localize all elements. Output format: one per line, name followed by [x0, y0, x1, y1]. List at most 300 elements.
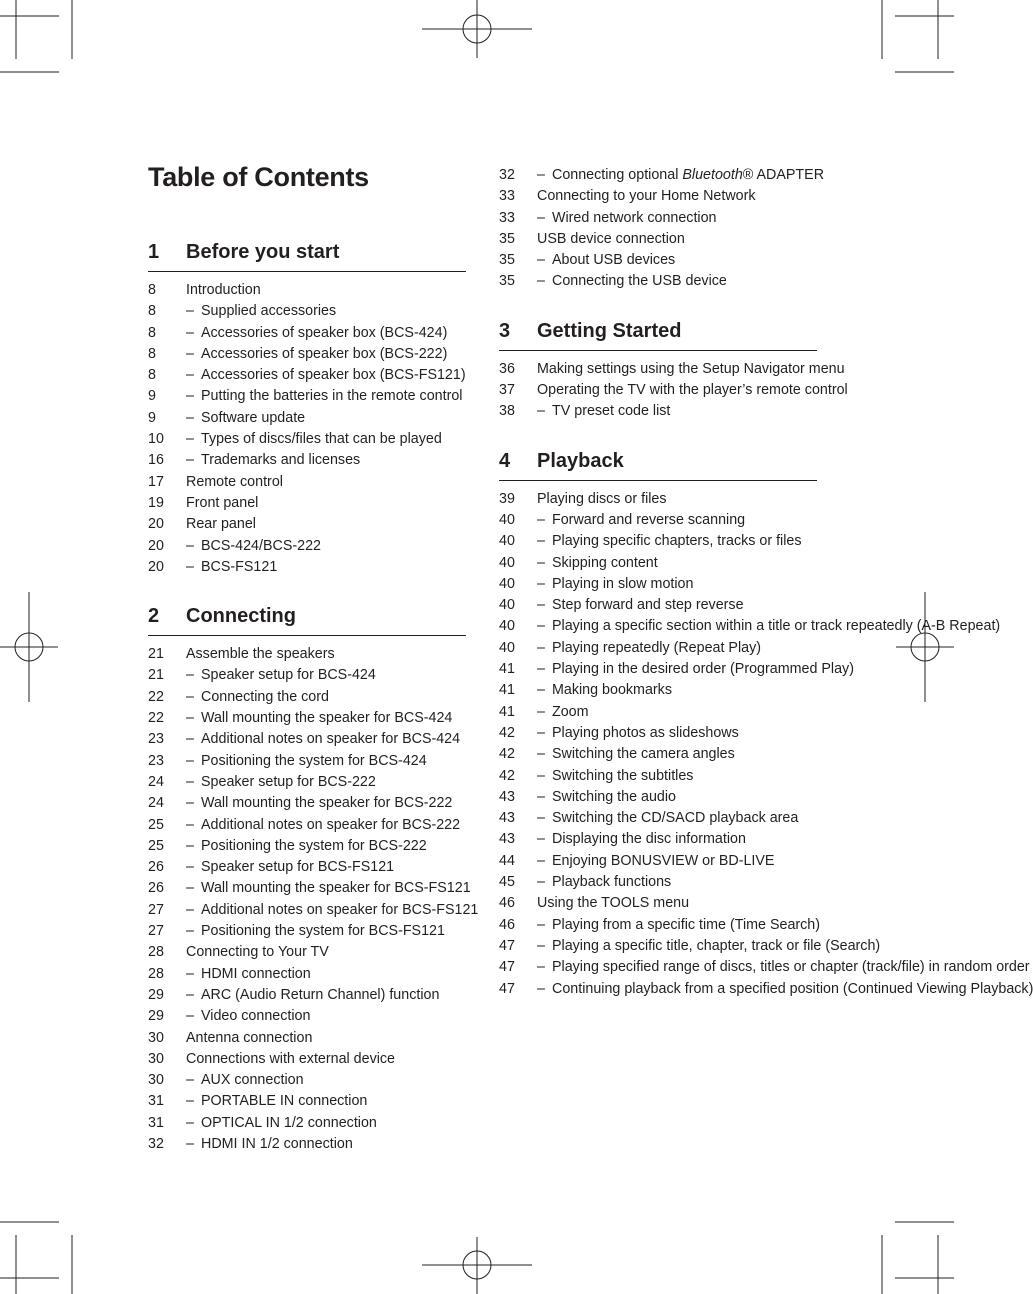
entry-text: Playing in slow motion: [552, 575, 694, 592]
page-number: 24: [148, 795, 164, 812]
entry-text: Connecting the USB device: [552, 273, 727, 290]
entry-text: HDMI IN 1/2 connection: [201, 1135, 353, 1152]
entry-text: Speaker setup for BCS-424: [201, 667, 376, 684]
dash-marker: –: [537, 746, 545, 763]
page-number: 32: [499, 167, 515, 183]
dash-marker: –: [537, 252, 545, 269]
toc-entry: [148, 644, 466, 665]
entry-text: Playing discs or files: [537, 490, 667, 507]
dash-marker: –: [537, 618, 545, 635]
toc-entry: [148, 793, 466, 814]
entry-title: [537, 616, 1000, 637]
entry-title: [186, 472, 466, 493]
entry-text: Zoom: [552, 703, 589, 720]
toc-entry: [499, 808, 817, 829]
entry-text: Speaker setup for BCS-222: [201, 773, 376, 790]
entry-title: [537, 510, 817, 531]
page-number: 29: [148, 1008, 164, 1025]
page-number: 21: [148, 667, 164, 684]
entry-title: [186, 857, 466, 878]
entry-text: Playback functions: [552, 874, 672, 891]
page-number: 31: [148, 1093, 164, 1110]
entry-title: [186, 708, 466, 729]
dash-marker: –: [186, 795, 194, 812]
dash-marker: –: [186, 303, 194, 320]
dash-marker: –: [186, 880, 194, 897]
page-number: 43: [499, 788, 515, 805]
toc-entry: [148, 964, 466, 985]
toc-entry: [499, 229, 817, 250]
dash-marker: –: [186, 901, 194, 918]
dash-marker: –: [186, 1114, 194, 1131]
toc-entry: [499, 401, 817, 422]
dash-marker: –: [537, 661, 545, 678]
dash-marker: –: [537, 639, 545, 656]
dash-marker: –: [186, 345, 194, 362]
entry-title: [186, 301, 466, 322]
entry-text: Switching the camera angles: [552, 746, 735, 763]
dash-marker: –: [186, 452, 194, 469]
toc-entry: [499, 489, 817, 510]
toc-entry: [148, 323, 466, 344]
entry-text: Trademarks and licenses: [201, 452, 361, 469]
entry-text: Wired network connection: [552, 209, 717, 226]
entry-text-italic: Bluetooth: [682, 167, 743, 183]
entry-text: AUX connection: [201, 1072, 304, 1089]
entry-title: [186, 323, 466, 344]
page-number: 16: [148, 452, 164, 469]
entry-text: Forward and reverse scanning: [552, 511, 746, 528]
registration-mark-left: [0, 592, 58, 702]
entry-text: Connecting to Your TV: [186, 944, 329, 961]
toc-entry: [148, 1049, 466, 1070]
page-number: 41: [499, 661, 515, 678]
page-number: 22: [148, 710, 164, 727]
entry-text: Connecting optional: [552, 167, 683, 183]
section-title: Connecting: [186, 605, 296, 628]
entry-text: Playing in the desired order (Programmed Play): [552, 661, 854, 678]
page-number: 30: [148, 1050, 164, 1067]
toc-entry: [148, 301, 466, 322]
page-number: 21: [148, 646, 164, 663]
entry-title: [537, 829, 817, 850]
page-number: 27: [148, 923, 164, 940]
entry-text: Playing specified range of discs, titles or chapter (track/file) in random order: [552, 959, 1030, 976]
dash-marker: –: [186, 537, 194, 554]
toc-entry: [148, 921, 466, 942]
entry-title: [186, 493, 466, 514]
toc-entry: [499, 851, 817, 872]
dash-marker: –: [186, 986, 194, 1003]
toc-entry: [148, 1028, 466, 1049]
entry-title: [537, 638, 817, 659]
toc-entry: [499, 680, 817, 701]
entry-text: Antenna connection: [186, 1029, 313, 1046]
entry-title: [537, 680, 817, 701]
page-number: 33: [499, 209, 515, 226]
dash-marker: –: [186, 965, 194, 982]
dash-marker: –: [537, 209, 545, 226]
entry-title: [186, 408, 466, 429]
toc-continuation: [499, 165, 825, 293]
toc-entry: [148, 836, 466, 857]
entry-title: [186, 429, 466, 450]
toc-entry: [148, 1091, 466, 1112]
entry-text: OPTICAL IN 1/2 connection: [201, 1114, 377, 1131]
entry-text: Accessories of speaker box (BCS-222): [201, 345, 448, 362]
entry-title: [537, 659, 854, 680]
entry-title: [186, 772, 466, 793]
dash-marker: –: [537, 959, 545, 976]
page-number: 33: [499, 188, 515, 205]
registration-mark-top: [422, 0, 532, 58]
page-number: 26: [148, 880, 164, 897]
dash-marker: –: [537, 874, 545, 891]
dash-marker: –: [537, 767, 545, 784]
entry-text: Playing specific chapters, tracks or files: [552, 533, 802, 550]
entry-title: [537, 359, 845, 380]
section-heading: [499, 450, 817, 481]
page-number: 19: [148, 494, 164, 511]
entry-text: Positioning the system for BCS-222: [201, 837, 427, 854]
entry-title: [537, 915, 820, 936]
page-number: 40: [499, 511, 515, 528]
toc-entry: [148, 729, 466, 750]
page-number: 38: [499, 403, 515, 420]
dash-marker: –: [186, 1135, 194, 1152]
entry-text: Accessories of speaker box (BCS-424): [201, 324, 448, 341]
entry-text: Making bookmarks: [552, 682, 672, 699]
toc-entry: [499, 915, 821, 936]
page-number: 17: [148, 473, 164, 490]
toc-entry: [499, 359, 845, 380]
entry-text: USB device connection: [537, 230, 685, 247]
toc-entry: [499, 186, 817, 207]
entry-title: [537, 723, 817, 744]
toc-entry: [148, 985, 466, 1006]
dash-marker: –: [537, 937, 545, 954]
entry-text: Playing repeatedly (Repeat Play): [552, 639, 762, 656]
page-number: 10: [148, 431, 164, 448]
entry-text: TV preset code list: [552, 403, 671, 420]
toc-entry: [499, 638, 817, 659]
toc-entry: [148, 365, 466, 386]
page-number: 46: [499, 895, 515, 912]
entry-title: [537, 553, 817, 574]
entry-title: [186, 900, 478, 921]
section-heading: [499, 320, 817, 351]
toc-entry: [499, 979, 1033, 1000]
toc-entry: [499, 766, 817, 787]
dash-marker: –: [537, 511, 545, 528]
entry-title: [186, 942, 466, 963]
entry-text: Video connection: [201, 1008, 311, 1025]
dash-marker: –: [186, 688, 194, 705]
section-title: Before you start: [186, 241, 340, 263]
entry-title: [537, 186, 817, 207]
toc-entry: [148, 772, 466, 793]
entry-title: [186, 985, 466, 1006]
entry-text: Operating the TV with the player’s remote control: [537, 382, 848, 399]
section-number: 1: [148, 241, 160, 263]
dash-marker: –: [537, 703, 545, 720]
toc-entry: [499, 531, 817, 552]
section-number: 3: [499, 319, 511, 342]
dash-marker: –: [537, 682, 545, 699]
toc-entry: [499, 723, 817, 744]
page-number: 9: [148, 409, 156, 426]
page-number: 35: [499, 252, 515, 269]
entry-text: HDMI connection: [201, 965, 311, 982]
entry-text: BCS-FS121: [201, 558, 278, 575]
entry-title: [186, 751, 466, 772]
entry-title: [186, 665, 466, 686]
entry-title: [537, 531, 817, 552]
page-number: 28: [148, 965, 164, 982]
toc-entry: [499, 574, 817, 595]
dash-marker: –: [537, 788, 545, 805]
toc-entry: [499, 893, 817, 914]
dash-marker: –: [186, 1093, 194, 1110]
dash-marker: –: [186, 431, 194, 448]
entry-text: Accessories of speaker box (BCS-FS121): [201, 367, 466, 384]
entry-text: Types of discs/files that can be played: [201, 431, 442, 448]
dash-marker: –: [186, 324, 194, 341]
dash-marker: –: [537, 533, 545, 550]
toc-column-left: [148, 241, 479, 1182]
entry-title: [537, 893, 817, 914]
entry-title: [537, 380, 848, 401]
dash-marker: –: [186, 409, 194, 426]
page-number: 8: [148, 303, 156, 320]
entry-text: Introduction: [186, 282, 261, 298]
page-number: 41: [499, 703, 515, 720]
page-number: 40: [499, 597, 515, 614]
entry-text: Assemble the speakers: [186, 646, 335, 663]
entry-title: [537, 851, 817, 872]
entry-title: [537, 271, 817, 292]
dash-marker: –: [186, 388, 194, 405]
entry-text: Switching the CD/SACD playback area: [552, 810, 799, 827]
page-number: 37: [499, 382, 515, 399]
toc-entry: [499, 936, 881, 957]
toc-entry: [148, 665, 466, 686]
entry-title: [186, 1049, 466, 1070]
entry-text: Additional notes on speaker for BCS-FS121: [201, 901, 479, 918]
toc-entry: [148, 878, 471, 899]
entry-title: [186, 1134, 466, 1155]
entry-text: Speaker setup for BCS-FS121: [201, 859, 395, 876]
toc-entry: [499, 165, 825, 186]
page-number: 44: [499, 852, 515, 869]
toc-entry: [148, 429, 466, 450]
toc-entry: [499, 380, 848, 401]
entry-title: [537, 744, 817, 765]
entry-text: Playing from a specific time (Time Search): [552, 916, 821, 933]
entry-title: [537, 872, 817, 893]
page-number: 8: [148, 324, 156, 341]
entry-title: [537, 787, 817, 808]
entry-text: ® ADAPTER: [742, 167, 825, 183]
entry-title: [537, 702, 817, 723]
page-number: 40: [499, 575, 515, 592]
page-number: 47: [499, 937, 515, 954]
section-number: 2: [148, 605, 160, 628]
section-number: 4: [499, 449, 511, 472]
toc-entry: [148, 1006, 466, 1027]
entry-text: Playing a specific title, chapter, track or file (Search): [552, 937, 881, 954]
page-number: 31: [148, 1114, 164, 1131]
dash-marker: –: [186, 837, 194, 854]
entry-title: [537, 489, 817, 510]
entry-text: Playing photos as slideshows: [552, 724, 739, 741]
entry-text: Front panel: [186, 494, 259, 511]
dash-marker: –: [537, 554, 545, 571]
entry-title: [186, 921, 466, 942]
entry-title: [537, 957, 1030, 978]
dash-marker: –: [537, 597, 545, 614]
dash-marker: –: [186, 367, 194, 384]
toc-entry: [148, 1134, 466, 1155]
page-number: 42: [499, 767, 515, 784]
entry-text: Software update: [201, 409, 306, 426]
page-number: 23: [148, 731, 164, 748]
toc-entry: [499, 957, 1030, 978]
dash-marker: –: [186, 752, 194, 769]
entry-title: [186, 878, 471, 899]
toc-entry: [148, 687, 466, 708]
entry-text: Remote control: [186, 473, 283, 490]
entry-text: Positioning the system for BCS-424: [201, 752, 427, 769]
page-number: 39: [499, 490, 515, 507]
dash-marker: –: [537, 810, 545, 827]
registration-mark-right: [896, 592, 954, 702]
page-number: 46: [499, 916, 515, 933]
toc-entry: [148, 708, 466, 729]
toc-entry: [148, 280, 466, 301]
toc-entry: [148, 815, 466, 836]
entry-text: PORTABLE IN connection: [201, 1093, 368, 1110]
toc-entry: [148, 557, 466, 578]
entry-text: Switching the subtitles: [552, 767, 694, 784]
entry-title: [186, 1070, 466, 1091]
toc-entry: [499, 829, 817, 850]
entry-text: Connecting to your Home Network: [537, 188, 756, 205]
page-number: 40: [499, 533, 515, 550]
entry-text: Putting the batteries in the remote control: [201, 388, 463, 405]
entry-text: Playing a specific section within a title or track repeatedly (A-B Repeat): [552, 618, 1001, 635]
page-number: 41: [499, 682, 515, 699]
toc-entry: [499, 271, 817, 292]
entry-title: [186, 280, 466, 301]
toc-entry: [148, 493, 466, 514]
toc-entry: [148, 1113, 466, 1134]
entry-title: [186, 536, 466, 557]
dash-marker: –: [186, 1072, 194, 1089]
dash-marker: –: [186, 923, 194, 940]
entry-text: About USB devices: [552, 252, 676, 269]
page-number: 45: [499, 874, 515, 891]
entry-title: [186, 365, 466, 386]
dash-marker: –: [186, 731, 194, 748]
page-number: 40: [499, 554, 515, 571]
page-number: 25: [148, 816, 164, 833]
section-title: Playback: [537, 449, 624, 472]
toc-entry: [148, 472, 466, 493]
dash-marker: –: [186, 859, 194, 876]
page-number: 26: [148, 859, 164, 876]
page-number: 23: [148, 752, 164, 769]
page-number: 24: [148, 773, 164, 790]
page-number: 20: [148, 516, 164, 533]
entry-title: [186, 687, 466, 708]
entry-text: Positioning the system for BCS-FS121: [201, 923, 445, 940]
dash-marker: –: [186, 558, 194, 575]
toc-entry: [148, 536, 466, 557]
entry-title: [537, 595, 817, 616]
entry-title: [537, 229, 817, 250]
entry-title: [537, 766, 817, 787]
entry-text: Enjoying BONUSVIEW or BD-LIVE: [552, 852, 775, 869]
dash-marker: –: [537, 167, 545, 183]
entry-title: [186, 793, 466, 814]
page-number: 43: [499, 831, 515, 848]
entry-title: [186, 557, 466, 578]
entry-text: BCS-424/BCS-222: [201, 537, 321, 554]
dash-marker: –: [537, 852, 545, 869]
dash-marker: –: [537, 916, 545, 933]
page-number: 35: [499, 273, 515, 290]
entry-title: [537, 165, 824, 186]
entry-title: [186, 1028, 466, 1049]
entry-text: Switching the audio: [552, 788, 676, 805]
dash-marker: –: [537, 403, 545, 420]
page-number: 8: [148, 367, 156, 384]
toc-entry: [499, 250, 817, 271]
toc-entry: [148, 751, 466, 772]
toc-entry: [499, 595, 817, 616]
entry-text: Connections with external device: [186, 1050, 396, 1067]
toc-entry: [148, 857, 466, 878]
entry-text: Connecting the cord: [201, 688, 329, 705]
toc-entry: [499, 744, 817, 765]
page-number: 32: [148, 1135, 164, 1152]
toc-entry: [148, 408, 466, 429]
toc-entry: [499, 659, 854, 680]
entry-text: Additional notes on speaker for BCS-424: [201, 731, 461, 748]
entry-text: ARC (Audio Return Channel) function: [201, 986, 440, 1003]
dash-marker: –: [186, 773, 194, 790]
entry-text: Additional notes on speaker for BCS-222: [201, 816, 461, 833]
page-number: 36: [499, 360, 515, 377]
dash-marker: –: [537, 831, 545, 848]
section-heading: [148, 241, 466, 272]
page-number: 47: [499, 959, 515, 976]
toc-entry: [148, 514, 466, 535]
entry-title: [186, 1006, 466, 1027]
entry-title: [186, 514, 466, 535]
entry-title: [186, 836, 466, 857]
page-number: 40: [499, 618, 515, 635]
dash-marker: –: [186, 667, 194, 684]
section-title: Getting Started: [537, 319, 682, 342]
page-number: 8: [148, 345, 156, 362]
toc-section: [499, 449, 1033, 1000]
page-number: 28: [148, 944, 164, 961]
entry-text: Wall mounting the speaker for BCS-FS121: [201, 880, 471, 897]
toc-entry: [499, 208, 817, 229]
entry-text: Using the TOOLS menu: [537, 895, 690, 912]
